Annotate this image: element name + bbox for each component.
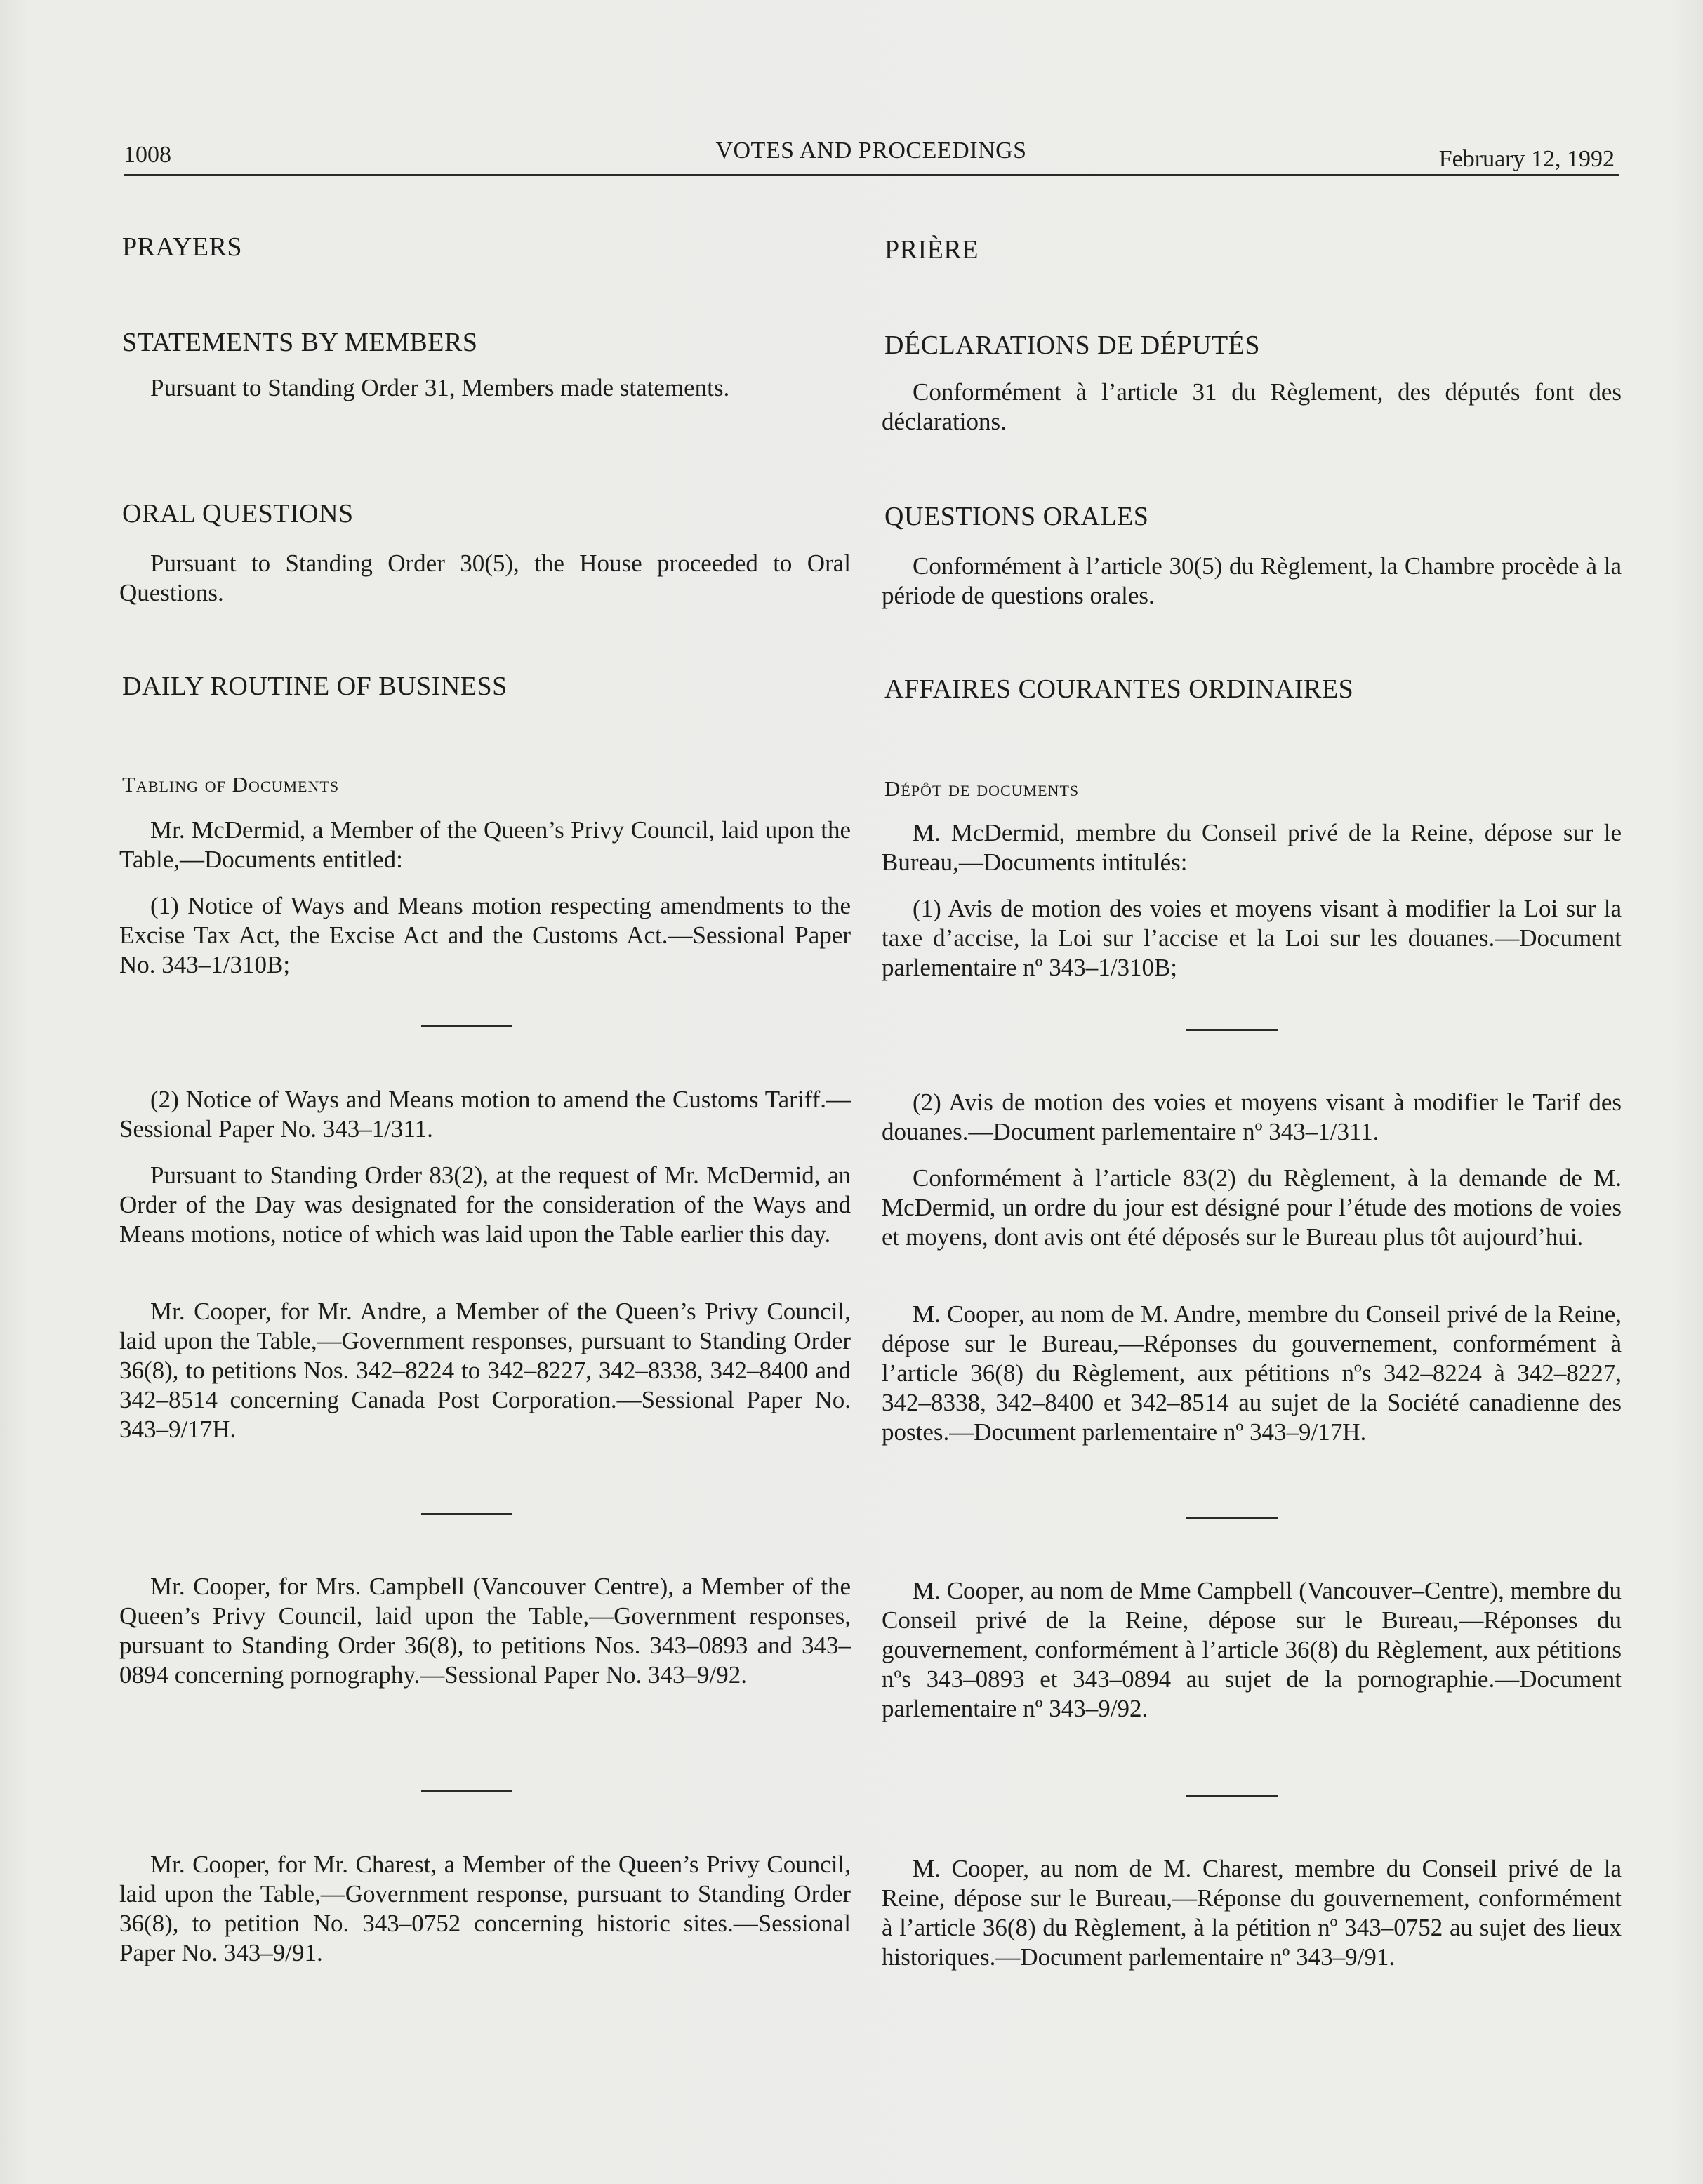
prayers-heading: PRAYERS [122, 232, 243, 262]
tabling-paragraph-5: Mr. Cooper, for Mr. Andre, a Member of the Queen’s Privy Council, laid upon the Table,—Government responses, pursuant to Standing Order 36(8), to petitions Nos. 342–8224 to 342–8227, 342–8338, 342–8400 and 342–8514 concerning Canada Post Corporation.—Sessional Paper No. 343–9/17H. [119, 1298, 851, 1443]
separator-rule [1186, 1795, 1278, 1797]
separator-rule [1186, 1029, 1278, 1031]
tabling-paragraph-4-fr: Conformément à l’article 83(2) du Règlement, à la demande de M. McDermid, un ordre du jour est désigné pour l’étude des motions de voies et moyens, dont avis ont été déposés sur le Bureau plus tôt aujourd’hui. [882, 1164, 1622, 1251]
tabling-paragraph-5-fr: M. Cooper, au nom de M. Andre, membre du Conseil privé de la Reine, dépose sur le Bureau,—Réponses du gouvernement, conformément à l’article 36(8) du Règlement, aux pétitions nºs 342–8224 à 342–8227, 342–8338, 342–8400 et 342–8514 au sujet de la Société canadienne des postes.—Document parlementaire nº 343–9/17H. [882, 1300, 1622, 1446]
oral-questions-heading: ORAL QUESTIONS [122, 499, 354, 528]
routine-business-heading: DAILY ROUTINE OF BUSINESS [122, 672, 508, 701]
statements-heading: STATEMENTS BY MEMBERS [122, 328, 478, 357]
tabling-paragraph-7: Mr. Cooper, for Mr. Charest, a Member of the Queen’s Privy Council, laid upon the Table,—Government response, pursuant to Standing Order 36(8), to petition No. 343–0752 concerning historic sites.—Sessional Paper No. 343–9/91. [119, 1851, 851, 1966]
separator-rule [1186, 1517, 1278, 1519]
tabling-paragraph-2-fr: (1) Avis de motion des voies et moyens visant à modifier la Loi sur la taxe d’accise, la Loi sur l’accise et la Loi sur les douanes.—Document parlementaire nº 343–1/310B; [882, 895, 1622, 981]
tabling-paragraph-3: (2) Notice of Ways and Means motion to amend the Customs Tariff.—Sessional Paper No. 343–1/311. [119, 1086, 851, 1143]
publication-title: VOTES AND PROCEEDINGS [715, 138, 1027, 164]
tabling-paragraph-7-fr: M. Cooper, au nom de M. Charest, membre du Conseil privé de la Reine, dépose sur le Bureau,—Réponse du gouvernement, conformément à l’article 36(8) du Règlement, à la pétition nº 343–0752 au sujet des lieux historiques.—Document parlementaire nº 343–9/91. [882, 1855, 1622, 1971]
statements-text-fr: Conformément à l’article 31 du Règlement, des députés font des déclarations. [882, 378, 1622, 435]
tabling-paragraph-4: Pursuant to Standing Order 83(2), at the request of Mr. McDermid, an Order of the Day was designated for the consideration of the Ways and Means motions, notice of which was laid upon the Table earlier this day. [119, 1161, 851, 1248]
statements-text: Pursuant to Standing Order 31, Members made statements. [150, 374, 730, 401]
separator-rule [421, 1790, 512, 1792]
separator-rule [421, 1025, 512, 1027]
oral-questions-text: Pursuant to Standing Order 30(5), the House proceeded to Oral Questions. [119, 550, 851, 606]
tabling-heading-fr: Dépôt de documents [884, 776, 1080, 801]
tabling-paragraph-1-fr: M. McDermid, membre du Conseil privé de la Reine, dépose sur le Bureau,—Documents intitulés: [882, 819, 1622, 876]
oral-questions-text-fr: Conformément à l’article 30(5) du Règlement, la Chambre procède à la période de questions orales. [882, 552, 1622, 609]
statements-heading-fr: DÉCLARATIONS DE DÉPUTÉS [884, 331, 1261, 360]
tabling-paragraph-6-fr: M. Cooper, au nom de Mme Campbell (Vancouver–Centre), membre du Conseil privé de la Reine, dépose sur le Bureau,—Réponses du gouvernement, conformément à l’article 36(8) du Règlement, aux pétitions nºs 343–0893 et 343–0894 au sujet de la pornographie.—Document parlementaire nº 343–9/92. [882, 1577, 1622, 1722]
prayers-heading-fr: PRIÈRE [884, 235, 979, 265]
tabling-paragraph-6: Mr. Cooper, for Mrs. Campbell (Vancouver Centre), a Member of the Queen’s Privy Council, laid upon the Table,—Government responses, pursuant to Standing Order 36(8), to petitions Nos. 343–0893 and 343–0894 concerning pornography.—Sessional Paper No. 343–9/92. [119, 1573, 851, 1689]
routine-business-heading-fr: AFFAIRES COURANTES ORDINAIRES [884, 674, 1354, 704]
tabling-heading: Tabling of Documents [122, 772, 340, 797]
separator-rule [421, 1513, 512, 1515]
tabling-paragraph-3-fr: (2) Avis de motion des voies et moyens visant à modifier le Tarif des douanes.—Document parlementaire nº 343–1/311. [882, 1088, 1622, 1145]
running-header [124, 138, 1619, 176]
tabling-paragraph-1: Mr. McDermid, a Member of the Queen’s Privy Council, laid upon the Table,—Documents entitled: [119, 816, 851, 873]
header-date: February 12, 1992 [1438, 146, 1615, 172]
oral-questions-heading-fr: QUESTIONS ORALES [884, 502, 1149, 531]
page-number: 1008 [124, 142, 171, 168]
tabling-paragraph-2: (1) Notice of Ways and Means motion respecting amendments to the Excise Tax Act, the Excise Act and the Customs Act.—Sessional Paper No. 343–1/310B; [119, 892, 851, 978]
